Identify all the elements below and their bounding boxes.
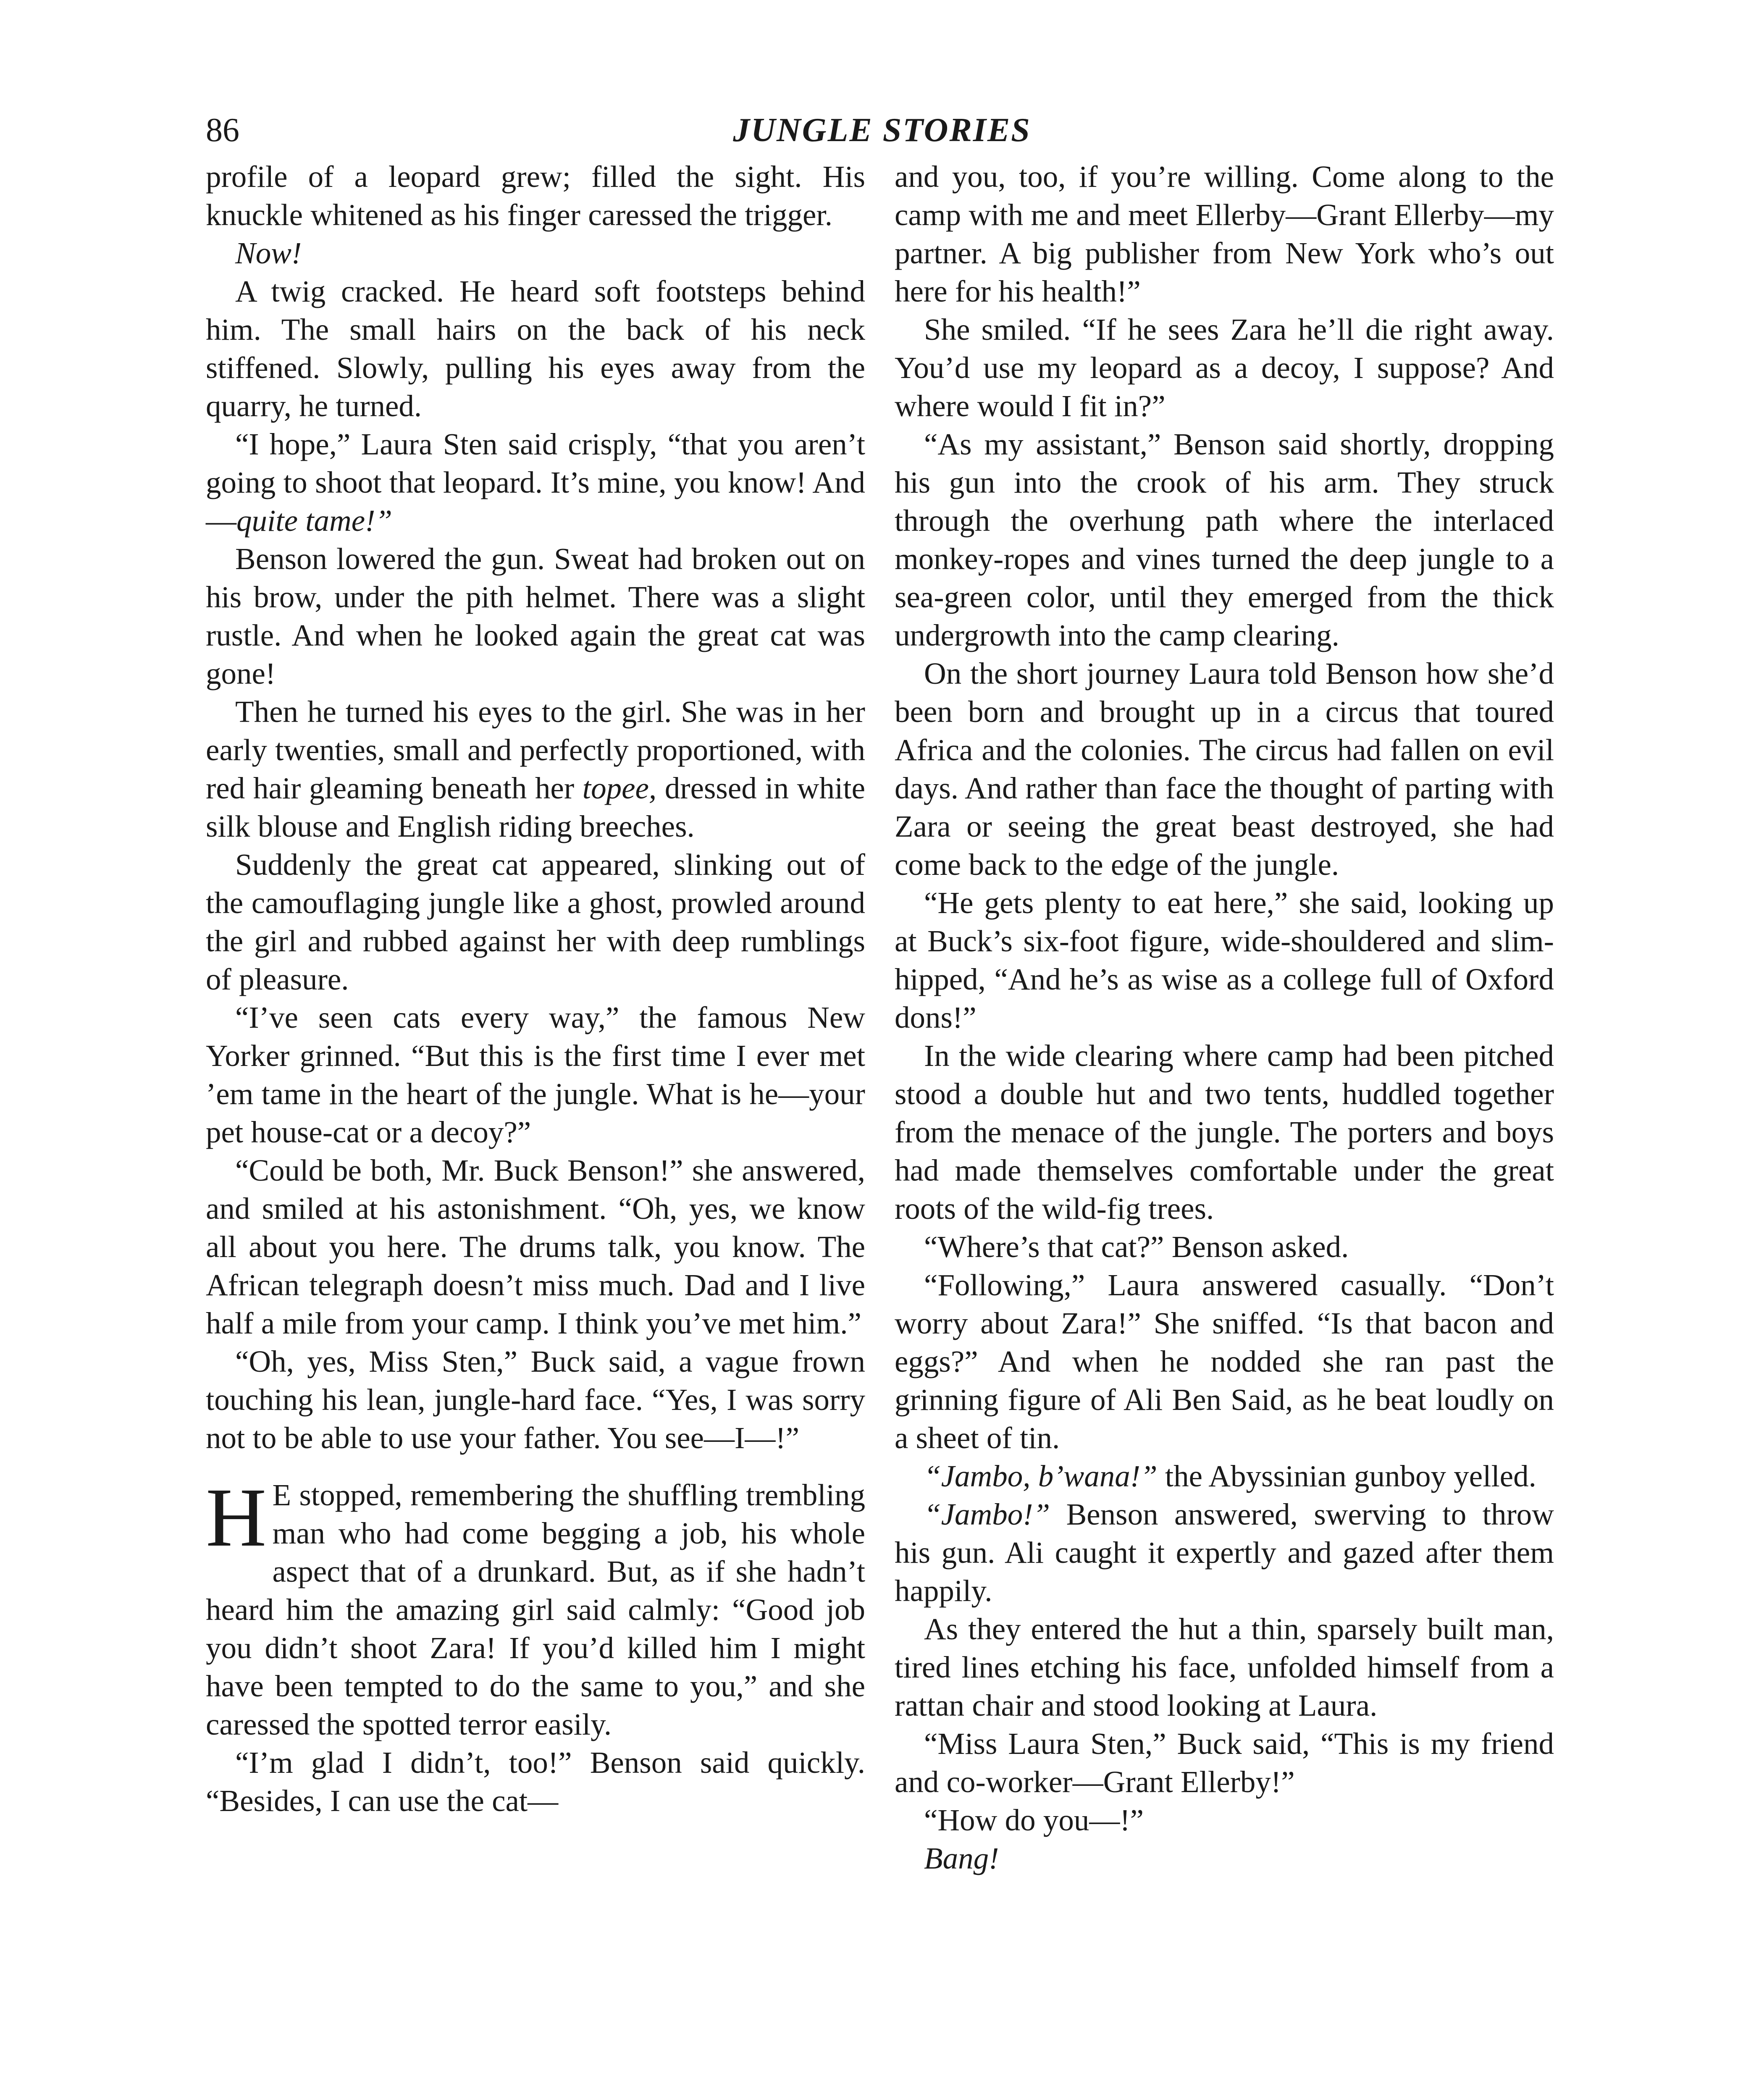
emphasis-text: “Jambo, b’wana!” bbox=[924, 1459, 1158, 1493]
left-column bbox=[206, 158, 865, 1820]
emphasis-text: topee, bbox=[582, 771, 657, 805]
paragraph bbox=[895, 1457, 1554, 1495]
paragraph: “I’m glad I didn’t, too!” Benson said quickly. “Besides, I can use the cat— bbox=[206, 1746, 865, 1818]
text-run: dressed in white silk blouse and English riding breeches. bbox=[206, 771, 865, 843]
paragraph: “Miss Laura Sten,” Buck said, “This is my friend and co-worker—Grant Ellerby!” bbox=[895, 1727, 1554, 1799]
paragraph: Benson lowered the gun. Sweat had broken out on his brow, under the pith helmet. There was a slight rustle. And when he looked again the great cat was gone! bbox=[206, 542, 865, 690]
paragraph: In the wide clearing where camp had been pitched stood a double hut and two tents, huddled together from the menace of the jungle. The porters and boys had made themselves comfortable under the great roots of the wild-fig trees. bbox=[895, 1039, 1554, 1226]
paragraph: “Where’s that cat?” Benson asked. bbox=[924, 1230, 1349, 1264]
emphasis-text: “Jambo!” bbox=[924, 1497, 1050, 1531]
paragraph: “Following,” Laura answered casually. “Don’t worry about Zara!” She sniffed. “Is that bacon and eggs?” And when he nodded she ran past the grinning figure of Ali Ben Said, as he beat loudly on a sheet of tin. bbox=[895, 1268, 1554, 1455]
page-number: 86 bbox=[206, 112, 239, 149]
emphasis-text: quite tame!” bbox=[236, 504, 393, 538]
running-head: JUNGLE STORIES bbox=[733, 112, 1031, 149]
paragraph: She smiled. “If he sees Zara he’ll die right away. You’d use my leopard as a decoy, I suppose? And where would I fit in?” bbox=[895, 312, 1554, 423]
paragraph: Now! bbox=[235, 236, 302, 270]
section-gap bbox=[206, 1457, 865, 1476]
paragraph bbox=[206, 693, 865, 845]
paragraph: “Oh, yes, Miss Sten,” Buck said, a vague frown touching his lean, jungle-hard face. “Yes, I was sorry not to be able to use your father. You see—I—!” bbox=[206, 1344, 865, 1455]
paragraph: and you, too, if you’re willing. Come along to the camp with me and meet Ellerby—Grant Ellerby—my partner. A big publisher from New York who’s out here for his health!” bbox=[895, 160, 1554, 308]
right-column bbox=[895, 158, 1554, 1877]
paragraph: On the short journey Laura told Benson how she’d been born and brought up in a circus that toured Africa and the colonies. The circus had fallen on evil days. And rather than face the thought of parting with Zara or seeing the great beast destroyed, she had come back to the edge of the jungle. bbox=[895, 656, 1554, 882]
text-run: Then he turned his eyes to the girl. She was in her early twenties, small and perfectly proportioned, with red hair gleaming beneath her bbox=[206, 695, 865, 805]
paragraph-with-dropcap bbox=[206, 1471, 865, 1743]
paragraph: “I’ve seen cats every way,” the famous New Yorker grinned. “But this is the first time I ever met ’em tame in the heart of the jungle. What is he—your pet house-cat or a decoy?” bbox=[206, 1000, 865, 1149]
text-run: E stopped, remembering the shuffling trembling man who had come begging a job, his whole aspect that of a drunkard. But, as if she hadn’t heard him the amazing girl said calmly: “Good job you didn’t shoot Zara! If you’d killed him I might have been tempted to do the same to you,” and she caressed the spotted terror easily. bbox=[206, 1478, 865, 1741]
paragraph bbox=[206, 425, 865, 540]
paragraph: “How do you—!” bbox=[924, 1803, 1144, 1837]
paragraph: Suddenly the great cat appeared, slinking out of the camouflaging jungle like a ghost, prowled around the girl and rubbed against her with deep rumblings of pleasure. bbox=[206, 848, 865, 996]
text-run: “I hope,” Laura Sten said crisply, “that you aren’t going to shoot that leopard. It’s mine, you know! And— bbox=[206, 427, 865, 538]
drop-cap: H bbox=[206, 1471, 267, 1564]
text-run: Benson answered, swerving to throw his gun. Ali caught it expertly and gazed after them happily. bbox=[895, 1497, 1554, 1608]
paragraph: A twig cracked. He heard soft footsteps behind him. The small hairs on the back of his neck stiffened. Slowly, pulling his eyes away from the quarry, he turned. bbox=[206, 274, 865, 423]
paragraph: Bang! bbox=[924, 1841, 999, 1875]
page-header bbox=[0, 109, 1764, 160]
paragraph: “He gets plenty to eat here,” she said, looking up at Buck’s six-foot figure, wide-shouldered and slim-hipped, “And he’s as wise as a college full of Oxford dons!” bbox=[895, 886, 1554, 1034]
paragraph bbox=[895, 1495, 1554, 1610]
paragraph: profile of a leopard grew; filled the sight. His knuckle whitened as his finger caressed the trigger. bbox=[206, 160, 865, 232]
paragraph: “Could be both, Mr. Buck Benson!” she answered, and smiled at his astonishment. “Oh, yes, we know all about you here. The drums talk, you know. The African telegraph doesn’t miss much. Dad and I live half a mile from your camp. I think you’ve met him.” bbox=[206, 1153, 865, 1340]
text-run: the Abyssinian gunboy yelled. bbox=[1157, 1459, 1536, 1493]
paragraph: As they entered the hut a thin, sparsely built man, tired lines etching his face, unfolded himself from a rattan chair and stood looking at Laura. bbox=[895, 1612, 1554, 1722]
paragraph: “As my assistant,” Benson said shortly, dropping his gun into the crook of his arm. They struck through the overhung path where the interlaced monkey-ropes and vines turned the deep jungle to a sea-green color, until they emerged from the thick undergrowth into the camp clearing. bbox=[895, 427, 1554, 652]
